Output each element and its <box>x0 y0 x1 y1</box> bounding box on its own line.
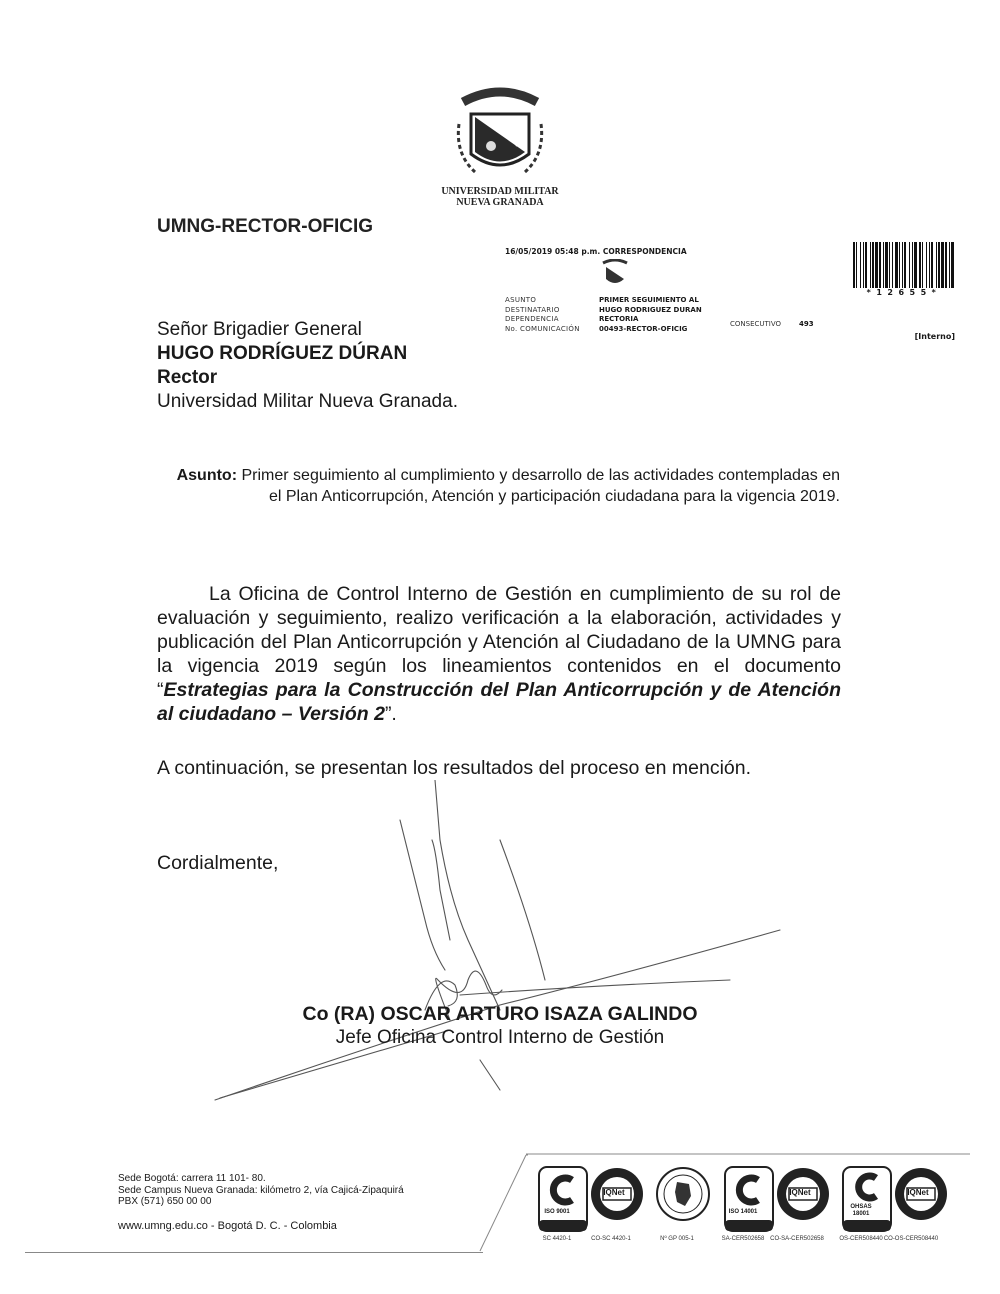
consecutivo-label: CONSECUTIVO <box>730 320 782 328</box>
barcode-bar <box>949 242 950 288</box>
barcode-bar <box>853 242 855 288</box>
barcode-bar <box>926 242 927 288</box>
closing-text: Cordialmente, <box>157 852 279 874</box>
stamp-value: RECTORIA <box>599 315 639 323</box>
quality-seal-icon <box>655 1166 711 1222</box>
footer-website: www.umng.edu.co - Bogotá D. C. - Colombia <box>118 1220 337 1232</box>
barcode-bar <box>870 242 871 288</box>
barcode-bar <box>895 242 898 288</box>
barcode-bar <box>856 242 857 288</box>
stamp-value: PRIMER SEGUIMIENTO AL <box>599 296 699 304</box>
signer-block <box>250 1002 750 1050</box>
certification-code: CO-SA-CER502658 <box>770 1236 824 1242</box>
stamp-crest-icon <box>600 259 630 291</box>
certification-label: IQNet <box>603 1188 625 1197</box>
footer-divider <box>25 1252 483 1253</box>
certification-badge <box>586 1166 648 1242</box>
subject-text: Primer seguimiento al cumplimiento y desarrollo de las actividades contempladas en el Plan Anticorrupción, Atención y participación ciudadana para la vigencia 2019. <box>241 467 840 505</box>
certification-label: IQNet <box>907 1188 929 1197</box>
barcode-bar <box>889 242 890 288</box>
barcode-bar <box>904 242 906 288</box>
footer-top-line <box>526 1153 970 1155</box>
subject-line <box>170 465 840 507</box>
logo-text <box>438 186 562 208</box>
addressee-salutation: Señor Brigadier General <box>157 319 362 340</box>
university-crest-icon <box>445 84 555 184</box>
barcode-bar <box>938 242 940 288</box>
certification-badge <box>883 1166 952 1242</box>
certification-label: OHSAS 18001 <box>850 1204 872 1217</box>
barcode-bar <box>863 242 864 288</box>
addressee-block <box>157 318 458 414</box>
barcode-bar <box>872 242 874 288</box>
footer-address-1: Sede Bogotá: carrera 11 101- 80. <box>118 1173 266 1184</box>
certification-code: OS-CER508440 <box>839 1236 883 1242</box>
barcode-bar <box>941 242 944 288</box>
barcode-bar <box>860 242 861 288</box>
certification-badge <box>652 1166 714 1242</box>
addressee-role: Rector <box>157 367 218 388</box>
stamp-key: No. COMUNICACIÓN <box>505 324 580 333</box>
subject-label: Asunto: <box>176 467 238 484</box>
barcode-bar <box>951 242 954 288</box>
footer-phone: PBX (571) 650 00 00 <box>118 1196 212 1207</box>
barcode-bar <box>892 242 893 288</box>
stamp-value: HUGO RODRIGUEZ DURAN <box>599 305 702 314</box>
certification-code: Nº GP 005-1 <box>660 1236 694 1242</box>
barcode-bar <box>936 242 937 288</box>
correspondence-stamp <box>505 242 955 350</box>
document-title: Estrategias para la Construcción del Plan Anticorrupción y de Atención al ciudadano – Versión 2 <box>157 679 841 725</box>
barcode-bar <box>902 242 903 288</box>
footer-address <box>118 1173 404 1208</box>
barcode-bar <box>914 242 917 288</box>
certification-badge <box>770 1166 834 1242</box>
logo-line-2: NUEVA GRANADA <box>456 197 544 208</box>
stamp-key: DESTINATARIO <box>505 305 560 314</box>
icontec-iso14001-icon <box>724 1166 774 1232</box>
footer-address-2: Sede Campus Nueva Granada: kilómetro 2, vía Cajicá-Zipaquirá <box>118 1184 404 1196</box>
certification-code: CO-OS-CER508440 <box>883 1236 939 1242</box>
certification-badge <box>836 1166 898 1242</box>
addressee-institution: Universidad Militar Nueva Granada. <box>157 391 458 412</box>
certification-code: SC 4420-1 <box>542 1236 572 1242</box>
barcode-bar <box>875 242 878 288</box>
reference-code: UMNG-RECTOR-OFICIG <box>157 216 374 237</box>
barcode-number: *12655* <box>866 288 942 297</box>
certification-code: CO-SC 4420-1 <box>591 1236 631 1242</box>
addressee-name: HUGO RODRÍGUEZ DÚRAN <box>157 343 408 364</box>
barcode-bar <box>929 242 930 288</box>
stamp-key: ASUNTO <box>505 296 537 304</box>
barcode-bar <box>919 242 921 288</box>
barcode-bar <box>885 242 888 288</box>
consecutivo-value: 493 <box>799 320 814 328</box>
stamp-type: [Interno] <box>914 332 955 341</box>
barcode-bar <box>909 242 910 288</box>
certification-badge <box>718 1166 780 1242</box>
stamp-header: 16/05/2019 05:48 p.m. CORRESPONDENCIA <box>505 247 687 256</box>
icontec-iso9001-icon <box>538 1166 588 1232</box>
stamp-row <box>505 296 702 306</box>
certification-label: ISO 14001 <box>728 1209 758 1215</box>
certification-code: SA-CER502658 <box>721 1236 765 1242</box>
signer-name: Co (RA) OSCAR ARTURO ISAZA GALINDO <box>302 1003 698 1025</box>
barcode-bar <box>865 242 867 288</box>
stamp-key: DEPENDENCIA <box>505 315 559 323</box>
barcode-bar <box>883 242 884 288</box>
certifications-row <box>528 1166 958 1246</box>
stamp-consecutivo <box>730 320 814 328</box>
university-logo <box>438 84 562 208</box>
document-close-quote: ”. <box>384 703 397 725</box>
stamp-row <box>505 315 702 325</box>
body-paragraph-2: A continuación, se presentan los resultados del proceso en mención. <box>157 757 752 779</box>
barcode-bar <box>945 242 947 288</box>
stamp-fields <box>505 296 702 334</box>
body-paragraph-1 <box>157 582 841 726</box>
paragraph-1-text: La Oficina de Control Interno de Gestión en cumplimiento de su rol de evaluación y seguimiento, realizo verificación a la elaboración, actividades y publicación del Plan Anticorrupción y Atención al Ciudadano de la UMNG para la vigencia 2019 según los lineamientos contenidos en el documento <box>157 583 841 677</box>
barcode-bar <box>879 242 881 288</box>
stamp-row <box>505 325 702 335</box>
icontec-ohsas-icon <box>842 1166 892 1232</box>
signer-title: Jefe Oficina Control Interno de Gestión <box>335 1027 665 1048</box>
barcode-bar <box>899 242 900 288</box>
document-open-quote: “ <box>157 679 164 701</box>
stamp-value: 00493-RECTOR-OFICIG <box>599 324 688 333</box>
barcode <box>853 242 955 288</box>
certification-badge <box>532 1166 594 1242</box>
certification-label: IQNet <box>789 1188 811 1197</box>
certification-label: ISO 9001 <box>544 1209 570 1215</box>
handwritten-signature <box>200 780 820 1110</box>
stamp-row <box>505 306 702 316</box>
logo-line-1: UNIVERSIDAD MILITAR <box>441 186 559 197</box>
barcode-bar <box>912 242 913 288</box>
barcode-bar <box>922 242 923 288</box>
barcode-bar <box>931 242 933 288</box>
